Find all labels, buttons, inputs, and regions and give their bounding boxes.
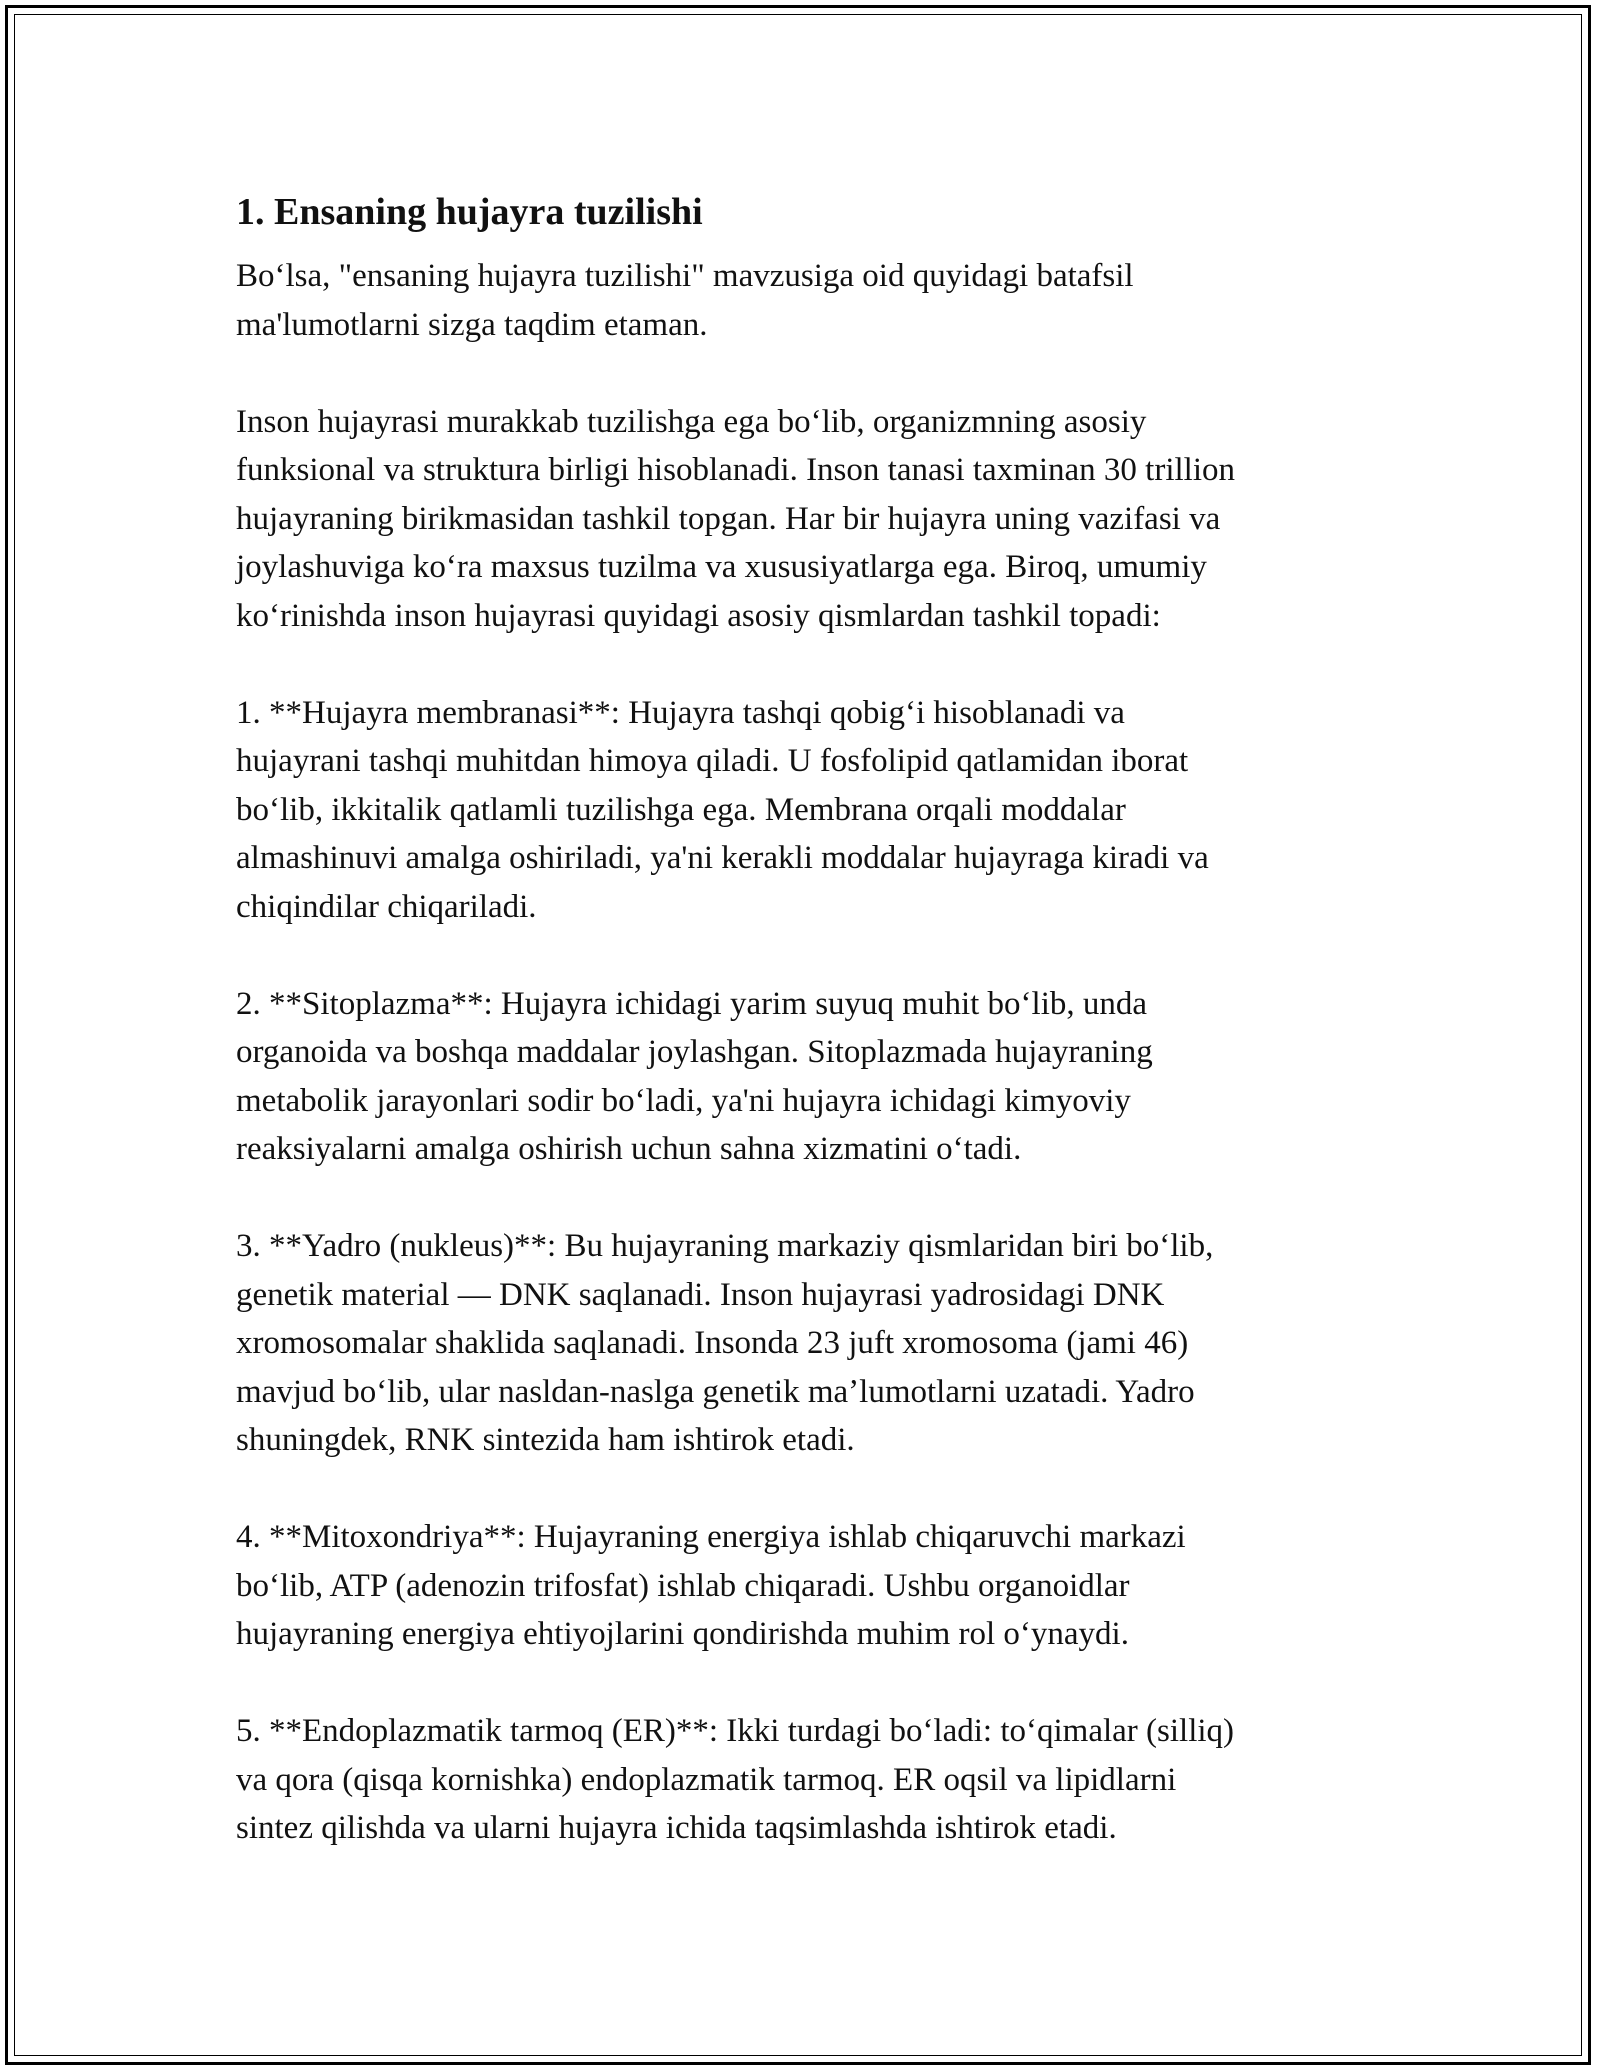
paragraph-nucleus <box>236 1222 1366 1465</box>
text-line: Boʻlsa, "ensaning hujayra tuzilishi" mavzusiga oid quyidagi batafsil <box>236 258 1134 294</box>
text-line: organoida va boshqa maddalar joylashgan. Sitoplazmada hujayraning <box>236 1034 1153 1070</box>
paragraph-overview <box>236 398 1366 641</box>
text-line: sintez qilishda va ularni hujayra ichida taqsimlashda ishtirok etadi. <box>236 1810 1117 1846</box>
text-line: hujayraning birikmasidan tashkil topgan. Har bir hujayra uning vazifasi va <box>236 500 1221 537</box>
text-line: koʻrinishda inson hujayrasi quyidagi asosiy qismlardan tashkil topadi: <box>236 597 1161 634</box>
text-line: reaksiyalarni amalga oshirish uchun sahna xizmatini oʻtadi. <box>236 1131 1022 1167</box>
text-line: shuningdek, RNK sintezida ham ishtirok etadi. <box>236 1422 855 1458</box>
text-line: hujayraning energiya ehtiyojlarini qondirishda muhim rol oʻynaydi. <box>236 1616 1129 1652</box>
document-title: 1. Ensaning hujayra tuzilishi <box>236 191 703 233</box>
text-line: va qora (qisqa kornishka) endoplazmatik tarmoq. ER oqsil va lipidlarni <box>236 1761 1177 1798</box>
text-line: joylashuviga koʻra maxsus tuzilma va xususiyatlarga ega. Biroq, umumiy <box>236 549 1207 585</box>
text-line: 4. **Mitoxondriya**: Hujayraning energiya ishlab chiqaruvchi markazi <box>236 1519 1186 1555</box>
paragraph-cytoplasm <box>236 980 1366 1174</box>
text-line: genetik material — DNK saqlanadi. Inson hujayrasi yadrosidagi DNK <box>236 1276 1165 1313</box>
text-line: 3. **Yadro (nukleus)**: Bu hujayraning markaziy qismlaridan biri boʻlib, <box>236 1228 1214 1264</box>
paragraph-mitochondria <box>236 1513 1366 1659</box>
text-line: boʻlib, ikkitalik qatlamli tuzilishga ega. Membrana orqali moddalar <box>236 791 1126 828</box>
text-line: ma'lumotlarni sizga taqdim etaman. <box>236 306 708 343</box>
paragraph-intro <box>236 252 1366 349</box>
paragraph-membrane <box>236 689 1366 932</box>
text-line: funksional va struktura birligi hisoblanadi. Inson tanasi taxminan 30 trillion <box>236 452 1236 488</box>
text-line: 2. **Sitoplazma**: Hujayra ichidagi yarim suyuq muhit boʻlib, unda <box>236 985 1148 1022</box>
text-line: mavjud boʻlib, ular nasldan-naslga genetik maʼlumotlarni uzatadi. Yadro <box>236 1373 1195 1410</box>
text-line: chiqindilar chiqariladi. <box>236 888 537 925</box>
text-line: hujayrani tashqi muhitdan himoya qiladi. U fosfolipid qatlamidan iborat <box>236 743 1189 779</box>
paragraph-endoplasmic-reticulum <box>236 1707 1366 1853</box>
document-body <box>236 188 1366 1901</box>
text-line: metabolik jarayonlari sodir boʻladi, ya'ni hujayra ichidagi kimyoviy <box>236 1082 1131 1119</box>
text-line: 5. **Endoplazmatik tarmoq (ER)**: Ikki turdagi boʻladi: toʻqimalar (silliq) <box>236 1713 1235 1749</box>
text-line: Inson hujayrasi murakkab tuzilishga ega boʻlib, organizmning asosiy <box>236 403 1147 440</box>
text-line: boʻlib, ATP (adenozin trifosfat) ishlab chiqaradi. Ushbu organoidlar <box>236 1567 1130 1604</box>
text-line: almashinuvi amalga oshiriladi, ya'ni kerakli moddalar hujayraga kiradi va <box>236 840 1209 876</box>
text-line: xromosomalar shaklida saqlanadi. Insonda 23 juft xromosoma (jami 46) <box>236 1325 1189 1361</box>
text-line: 1. **Hujayra membranasi**: Hujayra tashqi qobigʻi hisoblanadi va <box>236 694 1125 731</box>
